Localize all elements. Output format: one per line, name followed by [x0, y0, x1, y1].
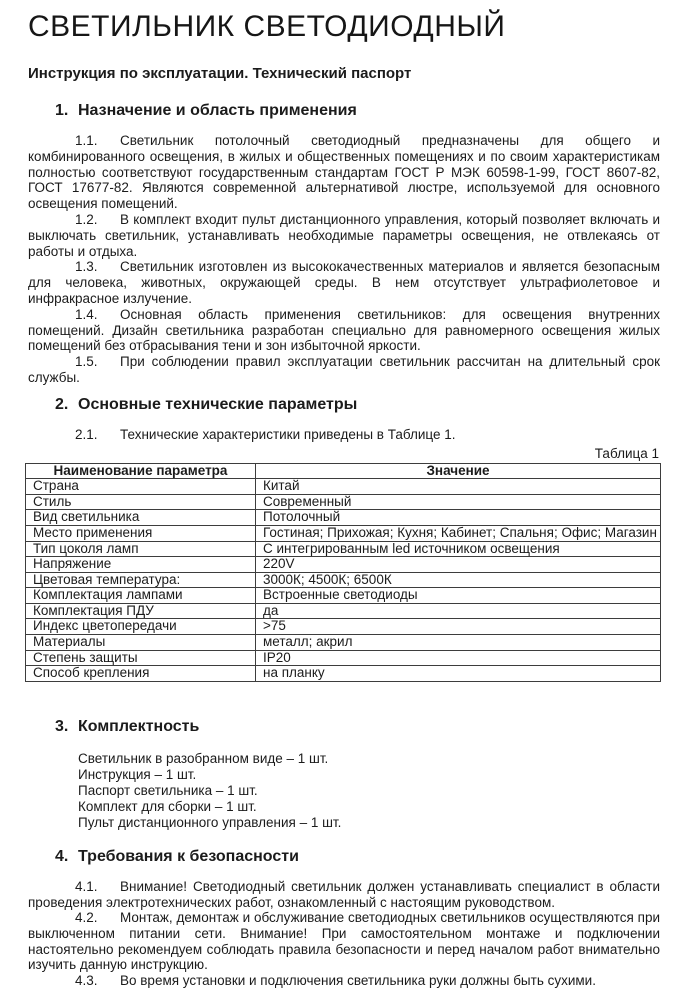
param-value: 220V — [256, 557, 661, 573]
table-row — [26, 541, 661, 557]
section-2-heading — [28, 396, 660, 414]
param-name: Цветовая температура: — [26, 572, 256, 588]
paragraph-2-1 — [28, 427, 660, 443]
param-name: Комплектация ПДУ — [26, 603, 256, 619]
paragraph-number: 4.1. — [75, 878, 98, 894]
param-name: Напряжение — [26, 557, 256, 573]
section-1-body — [28, 133, 660, 386]
kit-item: Паспорт светильника – 1 шт. — [78, 782, 258, 798]
param-value: >75 — [256, 619, 661, 635]
paragraph-text: Технические характеристики приведены в Таблице 1. — [120, 426, 456, 442]
section-1-title: Назначение и область применения — [78, 102, 357, 119]
table-row — [26, 619, 661, 635]
section-3-heading — [28, 718, 660, 736]
param-value: Современный — [256, 494, 661, 510]
paragraph-text: Внимание! Светодиодный светильник должен устанавливать специалист в области проведения электротехнических работ, ознакомленный с настоящим руководством. — [28, 878, 660, 910]
section-2-number: 2. — [55, 395, 69, 413]
table-row — [26, 525, 661, 541]
paragraph-1-3 — [28, 259, 660, 306]
section-4-body — [28, 879, 660, 989]
paragraph-number: 1.4. — [75, 306, 98, 322]
param-name: Способ крепления — [26, 666, 256, 682]
section-4-title: Требования к безопасности — [78, 847, 299, 865]
column-header-parameter: Наименование параметра — [26, 463, 256, 479]
kit-item: Инструкция – 1 шт. — [78, 766, 197, 782]
param-value: металл; акрил — [256, 635, 661, 651]
table-row — [26, 635, 661, 651]
paragraph-4-1 — [28, 879, 660, 910]
paragraph-1-2 — [28, 212, 660, 259]
column-header-value: Значение — [256, 463, 661, 479]
section-2-title: Основные технические параметры — [78, 395, 358, 413]
document-title: СВЕТИЛЬНИК СВЕТОДИОДНЫЙ — [28, 10, 506, 43]
section-3-number: 3. — [55, 717, 69, 735]
param-name: Место применения — [26, 525, 256, 541]
paragraph-number: 1.3. — [75, 259, 98, 275]
paragraph-1-1 — [28, 133, 660, 212]
paragraph-4-3 — [28, 973, 660, 989]
table-header-row — [26, 463, 661, 479]
paragraph-number: 4.2. — [75, 910, 98, 926]
param-value: на планку — [256, 666, 661, 682]
table-row — [26, 603, 661, 619]
paragraph-1-5 — [28, 354, 660, 386]
table-row — [26, 479, 661, 495]
table-row — [26, 557, 661, 573]
kit-contents-list — [78, 751, 660, 831]
kit-item: Светильник в разобранном виде – 1 шт. — [78, 750, 329, 766]
param-value: Гостиная; Прихожая; Кухня; Кабинет; Спальня; Офис; Магазин — [256, 525, 661, 541]
paragraph-number: 1.5. — [75, 354, 98, 370]
paragraph-number: 1.1. — [75, 133, 98, 148]
paragraph-text: В комплект входит пульт дистанционного управления, который позволяет включать и выключать светильник, устанавливать необходимые параметры освещения, не отвлекаясь от работы и отдыха. — [28, 211, 660, 259]
section-1-heading — [28, 102, 660, 120]
paragraph-number: 1.2. — [75, 211, 98, 227]
table-row — [26, 572, 661, 588]
paragraph-text: Основная область применения светильников: для освещения внутренних помещений. Дизайн светильника разработан специально для равномерного освещения жилых помещений без отбрасывания тени и зон избыточной яркости. — [28, 306, 660, 354]
param-value: С интегрированным led источником освещения — [256, 541, 661, 557]
table-row — [26, 588, 661, 604]
param-name: Страна — [26, 479, 256, 495]
paragraph-4-2 — [28, 910, 660, 973]
param-value: IP20 — [256, 650, 661, 666]
param-value: Китай — [256, 479, 661, 495]
param-value: Потолочный — [256, 510, 661, 526]
table-row — [26, 650, 661, 666]
param-name: Стиль — [26, 494, 256, 510]
table-row — [26, 666, 661, 682]
table-row — [26, 494, 661, 510]
paragraph-text: При соблюдении правил эксплуатации светильник рассчитан на длительный срок службы. — [28, 354, 660, 385]
paragraph-number: 4.3. — [75, 973, 98, 989]
section-2-body — [28, 427, 660, 443]
paragraph-number: 2.1. — [75, 426, 98, 442]
table-caption: Таблица 1 — [594, 445, 659, 461]
paragraph-text: Монтаж, демонтаж и обслуживание светодиодных светильников осуществляются при выключенном питании сети. Внимание! При самостоятельном монтаже и подключении настоятельно рекомендуем соблюдать правила безопасности и перед началом работ внимательно изучить данную инструкцию. — [28, 910, 660, 973]
paragraph-text: Светильник изготовлен из высококачественных материалов и является безопасным для человека, животных, окружающей среды. В нем отсутствует ультрафиолетовое и инфракрасное излучение. — [28, 259, 660, 306]
kit-item: Комплект для сборки – 1 шт. — [78, 798, 257, 814]
param-name: Степень защиты — [26, 650, 256, 666]
kit-item: Пульт дистанционного управления – 1 шт. — [78, 814, 342, 830]
param-name: Комплектация лампами — [26, 588, 256, 604]
section-4-number: 4. — [55, 847, 69, 865]
param-value: да — [256, 603, 661, 619]
param-name: Материалы — [26, 635, 256, 651]
section-3-title: Комплектность — [78, 717, 200, 735]
table-row — [26, 510, 661, 526]
param-name: Вид светильника — [26, 510, 256, 526]
paragraph-text: Светильник потолочный светодиодный предназначены для общего и комбинированного освещения, в жилых и общественных помещениях и по своим характеристикам полностью соответствуют государственным стандартам ГОСТ Р МЭК 60598-1-99, ГОСТ 8607-82, ГОСТ 17677-82. Являются современной альтернативой люстре, используемой для основного освещения помещений. — [28, 133, 660, 212]
param-name: Тип цоколя ламп — [26, 541, 256, 557]
param-value: 3000К; 4500К; 6500К — [256, 572, 661, 588]
parameters-table — [25, 463, 661, 682]
document-subtitle: Инструкция по эксплуатации. Технический паспорт — [28, 65, 412, 82]
section-1-number: 1. — [55, 102, 69, 119]
param-value: Встроенные светодиоды — [256, 588, 661, 604]
param-name: Индекс цветопередачи — [26, 619, 256, 635]
section-4-heading — [28, 848, 660, 866]
paragraph-1-4 — [28, 307, 660, 354]
paragraph-text: Во время установки и подключения светильника руки должны быть сухими. — [120, 973, 596, 989]
